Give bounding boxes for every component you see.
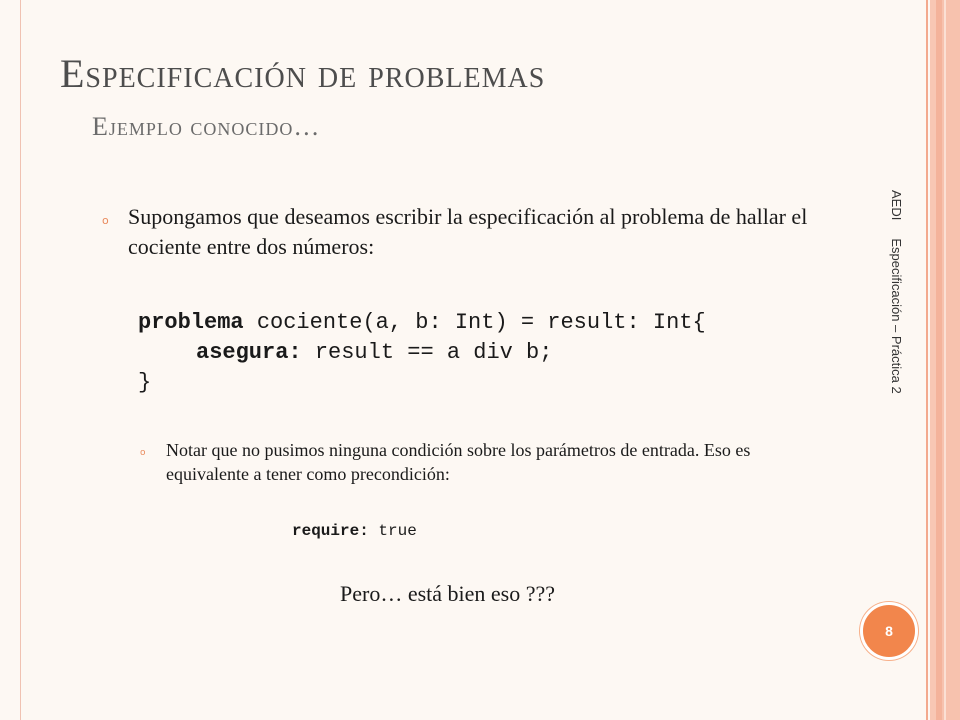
code-keyword: problema [138, 310, 244, 335]
code-text: cociente(a, b: Int) = result: Int{ [243, 310, 706, 335]
code-line-3: } [138, 370, 152, 395]
bullet-circle-icon: o [140, 448, 146, 458]
slide-title: Especificación de problemas [60, 51, 546, 96]
code-text: result == a div b; [301, 340, 553, 365]
topic-label: Especificación – Práctica 2 [889, 238, 904, 394]
page-number-badge [860, 602, 918, 660]
code-text: true [368, 522, 417, 540]
border-stripe [926, 0, 928, 720]
code-keyword: asegura: [196, 340, 302, 365]
require-code [292, 520, 417, 542]
page-number: 8 [885, 623, 893, 639]
course-label: AEDI [889, 190, 904, 221]
border-stripe [944, 0, 946, 720]
closing-question: Pero… está bien eso ??? [340, 581, 556, 606]
code-line-2 [196, 338, 552, 368]
left-margin-line [20, 0, 21, 720]
bullet-text-1: Supongamos que deseamos escribir la especificación al problema de hallar el cociente entre dos números: [128, 204, 808, 259]
code-keyword: require: [292, 522, 369, 540]
bullet-circle-icon: o [102, 214, 109, 227]
slide-subtitle: Ejemplo conocido… [92, 112, 321, 141]
side-footer-label [889, 190, 904, 394]
code-line-1 [138, 308, 706, 338]
bullet-text-2: Notar que no pusimos ninguna condición sobre los parámetros de entrada. Eso es equivalente a tener como precondición: [166, 440, 751, 484]
